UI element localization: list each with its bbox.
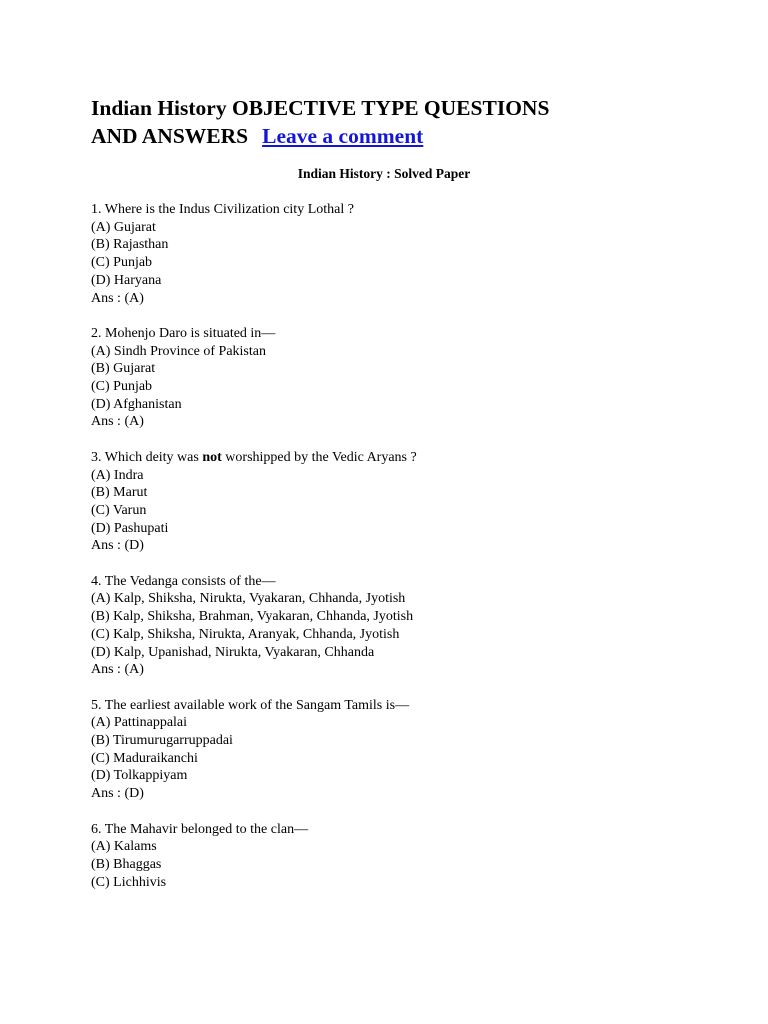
option-b: (B) Tirumurugarruppadai xyxy=(91,733,233,749)
question-stem-emphasis: not xyxy=(202,449,222,465)
option-c: (C) Punjab xyxy=(91,379,153,395)
option-a: (A) Kalp, Shiksha, Nirukta, Vyakaran, Chhanda, Jyotish xyxy=(91,591,406,607)
title-line-1: Indian History OBJECTIVE TYPE QUESTIONS xyxy=(91,96,550,120)
option-c: (C) Varun xyxy=(91,502,147,518)
question-stem: 1. Where is the Indus Civilization city Lothal ? xyxy=(91,202,354,217)
question-5 xyxy=(91,697,711,803)
question-6 xyxy=(91,821,711,892)
option-a: (A) Sindh Province of Pakistan xyxy=(91,343,266,359)
option-b: (B) Marut xyxy=(91,485,148,501)
question-2 xyxy=(91,325,711,431)
question-list xyxy=(91,201,711,909)
answer: Ans : (A) xyxy=(91,662,144,678)
question-stem-start: 3. Which deity was xyxy=(91,449,203,465)
option-b: (B) Gujarat xyxy=(91,361,156,377)
answer: Ans : (A) xyxy=(91,414,144,430)
option-c: (C) Maduraikanchi xyxy=(91,750,198,766)
question-stem-end: worshipped by the Vedic Aryans ? xyxy=(221,449,417,465)
option-b: (B) Bhaggas xyxy=(91,856,162,872)
question-stem: 2. Mohenjo Daro is situated in— xyxy=(91,325,276,341)
option-a: (A) Gujarat xyxy=(91,219,156,235)
answer: Ans : (D) xyxy=(91,538,144,554)
option-d: (D) Haryana xyxy=(91,272,162,288)
question-3 xyxy=(91,449,711,555)
paper-subtitle: Indian History : Solved Paper xyxy=(297,166,471,181)
option-c: (C) Lichhivis xyxy=(91,874,167,890)
question-stem: 6. The Mahavir belonged to the clan— xyxy=(91,821,309,837)
page-title xyxy=(91,94,731,150)
option-d: (D) Pashupati xyxy=(91,520,169,536)
option-c: (C) Kalp, Shiksha, Nirukta, Aranyak, Chhanda, Jyotish xyxy=(91,626,400,642)
option-d: (D) Tolkappiyam xyxy=(91,768,188,784)
question-stem: 4. The Vedanga consists of the— xyxy=(91,573,276,589)
question-4 xyxy=(91,573,711,679)
option-d: (D) Kalp, Upanishad, Nirukta, Vyakaran, Chhanda xyxy=(91,644,375,660)
option-b: (B) Rajasthan xyxy=(91,237,169,253)
option-c: (C) Punjab xyxy=(91,255,153,271)
question-stem: 5. The earliest available work of the Sangam Tamils is— xyxy=(91,697,410,713)
option-a: (A) Kalams xyxy=(91,839,157,855)
answer: Ans : (A) xyxy=(91,290,144,306)
question-1 xyxy=(91,201,711,307)
option-b: (B) Kalp, Shiksha, Brahman, Vyakaran, Chhanda, Jyotish xyxy=(91,609,414,625)
option-a: (A) Indra xyxy=(91,467,144,483)
question-stem xyxy=(91,449,711,467)
answer: Ans : (D) xyxy=(91,786,144,802)
leave-comment-link[interactable]: Leave a comment xyxy=(262,124,424,148)
option-a: (A) Pattinappalai xyxy=(91,715,188,731)
title-line-2: AND ANSWERS xyxy=(91,124,249,148)
option-d: (D) Afghanistan xyxy=(91,396,182,412)
